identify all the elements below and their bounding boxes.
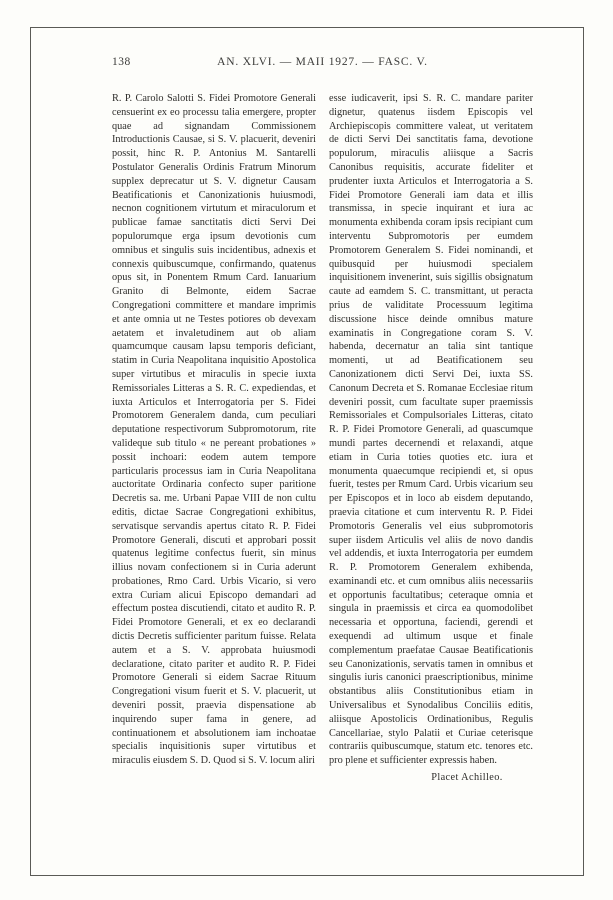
page-header	[112, 56, 533, 72]
journal-header: AN. XLVI. — MAII 1927. — FASC. V.	[217, 56, 428, 68]
text-column-right	[329, 92, 533, 785]
text-block	[112, 92, 533, 785]
page-number: 138	[112, 56, 131, 68]
right-column-text: esse iudicaverit, ipsi S. R. C. mandare pariter dignetur, quatenus iisdem Episcopis vel Archiepiscopis committere valeat, ut veritatem de dicti Servi Dei sanctitatis fama, devotione populorum, miraculis aliisque a Sacris Canonibus requisitis, accurate fideliter et prudenter iuxta Articulos et Interrogatoria a S. Fidei Promotore Generali iam data et illis transmissa, in specie inquirant et iura ac monumenta exhibenda coram ipsis recipiant cum interventu Subpromotoris per eumdem Promotorem Generalem S. Fidei nominandi, et quibusquid per huiusmodi specialem inquisitionem invenerint, suis sigillis obsignatum caute ad eamdem S. C. transmittant, ut peracta prius de validitate Processuum legitima discussione hisce deinde omnibus mature examinatis in Congregatione coram S. V. habenda, decernatur an talia sint tantique momenti, ut ad Beatificationem seu Canonizationem dicti Servi Dei, iuxta SS. Canonum Decreta et S. Romanae Ecclesiae ritum deveniri possit, cum facultate super praemissis Remissoriales et Compulsoriales Litteras, citato R. P. Fidei Promotore Generali, ad quascumque mundi partes decernendi et relaxandi, atque etiam in Curia toties quoties etc. iura et monumenta quaecumque recipiendi et, si opus fuerit, testes per Rmum Card. Urbis vicarium seu per Episcopos et in loco ab eisdem deputando, praevia citatione et cum interventu R. P. Fidei Promotoris Generalis vel eius subpromotoris super iisdem Articulis vel aliis de novo dandis vel addendis, et iuxta Interrogatoria per eumdem R. P. Promotorem Generalem exhibenda, examinandi etc. et cum omnibus aliis necessariis et opportunis facultatibus; ceteraque omnia et singula in praemissis et circa ea quomodolibet necessaria et opportuna, faciendi, gerendi et exequendi ad ultimum usque et finale complementum praefatae Causae Beatificationis seu Canonizationis, servatis tamen in omnibus et singulis iuris canonici praescriptionibus, minime obstantibus aliis Constitutionibus etiam in Universalibus et Synodalibus Conciliis editis, aliisque Apostolicis Ordinationibus, Regulis Cancellariae, stylo Palatii et Curiae ceterisque contrariis quibuscumque, statum etc. tenores etc. pro plene et sufficienter expressis haben.	[329, 93, 533, 767]
text-column-left: R. P. Carolo Salotti S. Fidei Promotore Generali censuerint ex eo processu talia emergere, propter quae ad signandam Commissionem Introductionis Causae, si S. V. placuerit, deveniri possit, hinc R. P. Antonius M. Santarelli Postulator Generalis Ordinis Fratrum Minorum supplex deprecatur ut S. V. dignetur Causam Beatificationis et Canonizationis huiusmodi, necnon cognitionem virtutum et miraculorum et publicae famae sanctitatis dicti Servi Dei populorumque erga ipsum devotionis cum omnibus et singulis suis incidentibus, adnexis et connexis quibuscumque, confirmando, quatenus opus sit, in Ponentem Rmum Card. Ianuarium Granito di Belmonte, eidem Sacrae Congregationi committere et mandare imprimis et ante omnia ut ne Testes potiores ob devexam aetatem et invaletudinem aut ob aliam quamcumque causam lapsu temporis deficiant, statim in Curia Neapolitana inquisitio Apostolica super virtutibus et miraculis in specie iuxta Remissoriales Litteras a S. R. C. expediendas, et iuxta Articulos et Interrogatoria per S. Fidei Promotorem Generalem danda, cum peculiari deputatione respectivorum Subpromotorum, rite valideque sub titulo « ne pereant probationes » possit inchoari: eodem autem tempore particularis processus iam in Curia Neapolitana auctoritate Ordinaria confecto super paritione Decretis sa. me. Urbani Papae VIII de non cultu editis, dictae Sacrae Congregationi exhibitus, servatisque servandis apertus citato R. P. Fidei Promotore Generali, discuti et approbari possit quatenus legitime confectus fuerit, sin minus illius novam confectionem si in Curia aderunt probationes, Rmo Card. Urbis Vicario, si vero extra Curiam alicui Episcopo demandari ad effectum postea discutiendi, citato et audito R. P. Fidei Promotore Generali, et ex eo declarandi dictis Decretis sufficienter paritum fuisse. Relata autem et a S. V. approbata huiusmodi declaratione, citato pariter et audito R. P. Fidei Promotore Generali si eidem Sacrae Rituum Congregationi visum fuerit et S. V. placuerit, ut deveniri possit, praevia dispensatione ab inquirendo super fama in genere, ad continuationem et absolutionem iam inchoatae specialis inquisitionis super virtutibus et miraculis eiusdem S. D. Quod si S. V. locum aliri	[112, 93, 316, 767]
signature-line: Placet Achilleo.	[431, 772, 503, 784]
